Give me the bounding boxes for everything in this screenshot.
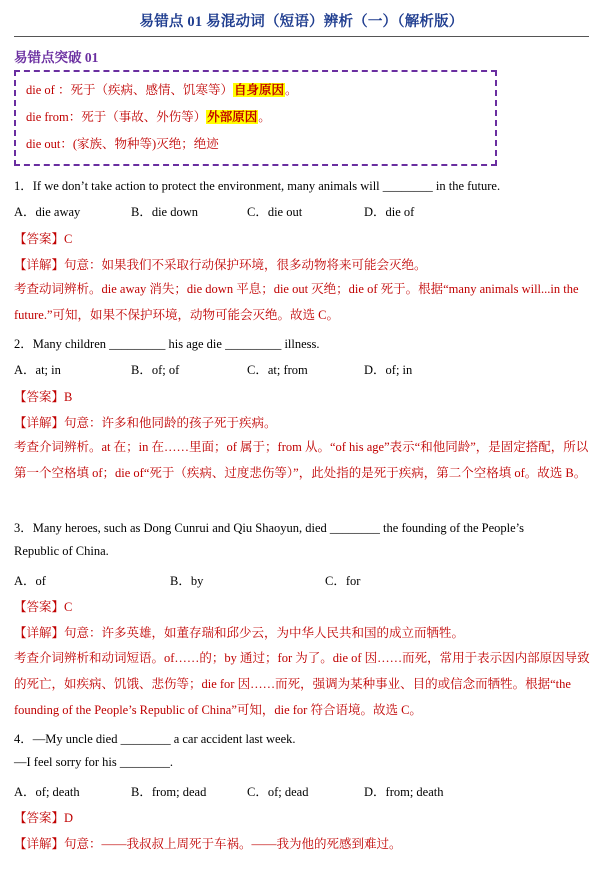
tip-term: die out xyxy=(26,137,61,151)
tip-desc: ：死于（疾病、感情、饥寒等） xyxy=(54,83,233,97)
section-title: 易错点突破 01 xyxy=(14,50,99,65)
question-3-answer: 【答案】C xyxy=(14,600,73,614)
question-4-stem-line2: —I feel sorry for his ________. xyxy=(14,755,173,769)
title-divider xyxy=(14,36,589,37)
option-b[interactable]: B．of; of xyxy=(131,363,180,377)
tip-die-from xyxy=(26,107,271,125)
option-c[interactable]: C．of; dead xyxy=(247,785,309,799)
question-4-options xyxy=(14,782,574,800)
option-d[interactable]: D．die of xyxy=(364,205,415,219)
option-b[interactable]: B．by xyxy=(170,574,204,588)
option-a[interactable]: A．die away xyxy=(14,205,81,219)
question-3-analysis: 考查介词辨析和动词短语。of……的；by 通过；for 为了。die of 因……而死，常用于表示因内部原因导致的死亡，如疾病、饥饿、悲伤等；die for 因……而死，强调为某种事业、目的或信念而牺牲。根据“the founding of the People’s Republic of China”可知，die for 符合语境。故选 C。 xyxy=(14,651,590,717)
tip-desc: ：(家族、物种等)灭绝；绝迹 xyxy=(60,137,219,151)
question-3-detail: 【详解】句意：许多英雄，如董存瑞和邱少云，为中华人民共和国的成立而牺牲。 xyxy=(14,626,465,640)
question-4-stem-line1: 4．—My uncle died ________ a car accident last week. xyxy=(14,732,296,746)
tip-die-of xyxy=(26,80,297,98)
page-title: 易错点 01 易混动词（短语）辨析（一）（解析版） xyxy=(139,14,464,30)
question-1-answer: 【答案】C xyxy=(14,232,73,246)
option-c[interactable]: C．die out xyxy=(247,205,303,219)
tip-term: die from xyxy=(26,110,69,124)
question-1-stem: 1．If we don’t take action to protect the environment, many animals will ________ in the future. xyxy=(14,179,501,193)
tips-box xyxy=(14,70,497,166)
question-3-stem-line2: Republic of China. xyxy=(14,544,109,558)
tip-desc: ：死于（事故、外伤等） xyxy=(68,110,207,124)
option-d[interactable]: D．from; death xyxy=(364,785,444,799)
question-2-stem: 2．Many children _________ his age die _________ illness. xyxy=(14,337,320,351)
question-1-analysis: 考查动词辨析。die away 消失；die down 平息；die out 灭绝；die of 死于。根据“many animals will...in the future.”可知，如果不保护环境，动物可能会灭绝。故选 C。 xyxy=(14,282,579,322)
option-c[interactable]: C．at; from xyxy=(247,363,308,377)
option-a[interactable]: A．of; death xyxy=(14,785,80,799)
tip-die-out xyxy=(26,134,219,152)
question-4-detail: 【详解】句意：——我叔叔上周死于车祸。——我为他的死感到难过。 xyxy=(14,837,402,851)
question-2-analysis: 考查介词辨析。at 在；in 在……里面；of 属于；from 从。“of his age”表示“和他同龄”，是固定搭配，所以第一个空格填 of；die of“死于（疾病、过度悲伤等）”，此处指的是死于疾病，第二个空格填 of。故选 B。 xyxy=(14,440,589,480)
tip-term: die of xyxy=(26,83,55,97)
question-1-options xyxy=(14,202,574,220)
question-2-answer: 【答案】B xyxy=(14,390,73,404)
option-d[interactable]: D．of; in xyxy=(364,363,413,377)
question-2-options xyxy=(14,360,574,378)
tip-highlight: 自身原因 xyxy=(233,83,284,97)
question-4-answer: 【答案】D xyxy=(14,811,74,825)
option-c[interactable]: C．for xyxy=(325,574,361,588)
tip-tail: 。 xyxy=(258,110,271,124)
option-a[interactable]: A．at; in xyxy=(14,363,61,377)
option-a[interactable]: A．of xyxy=(14,574,46,588)
option-b[interactable]: B．from; dead xyxy=(131,785,207,799)
question-3-options xyxy=(14,571,574,589)
question-1-detail: 【详解】句意：如果我们不采取行动保护环境，很多动物将来可能会灭绝。 xyxy=(14,258,427,272)
tip-tail: 。 xyxy=(284,83,298,97)
question-3-stem-line1: 3．Many heroes, such as Dong Cunrui and Qiu Shaoyun, died ________ the founding of the People’s xyxy=(14,521,525,535)
option-b[interactable]: B．die down xyxy=(131,205,199,219)
question-2-detail: 【详解】句意：许多和他同龄的孩子死于疾病。 xyxy=(14,416,277,430)
tip-highlight: 外部原因 xyxy=(207,110,258,124)
